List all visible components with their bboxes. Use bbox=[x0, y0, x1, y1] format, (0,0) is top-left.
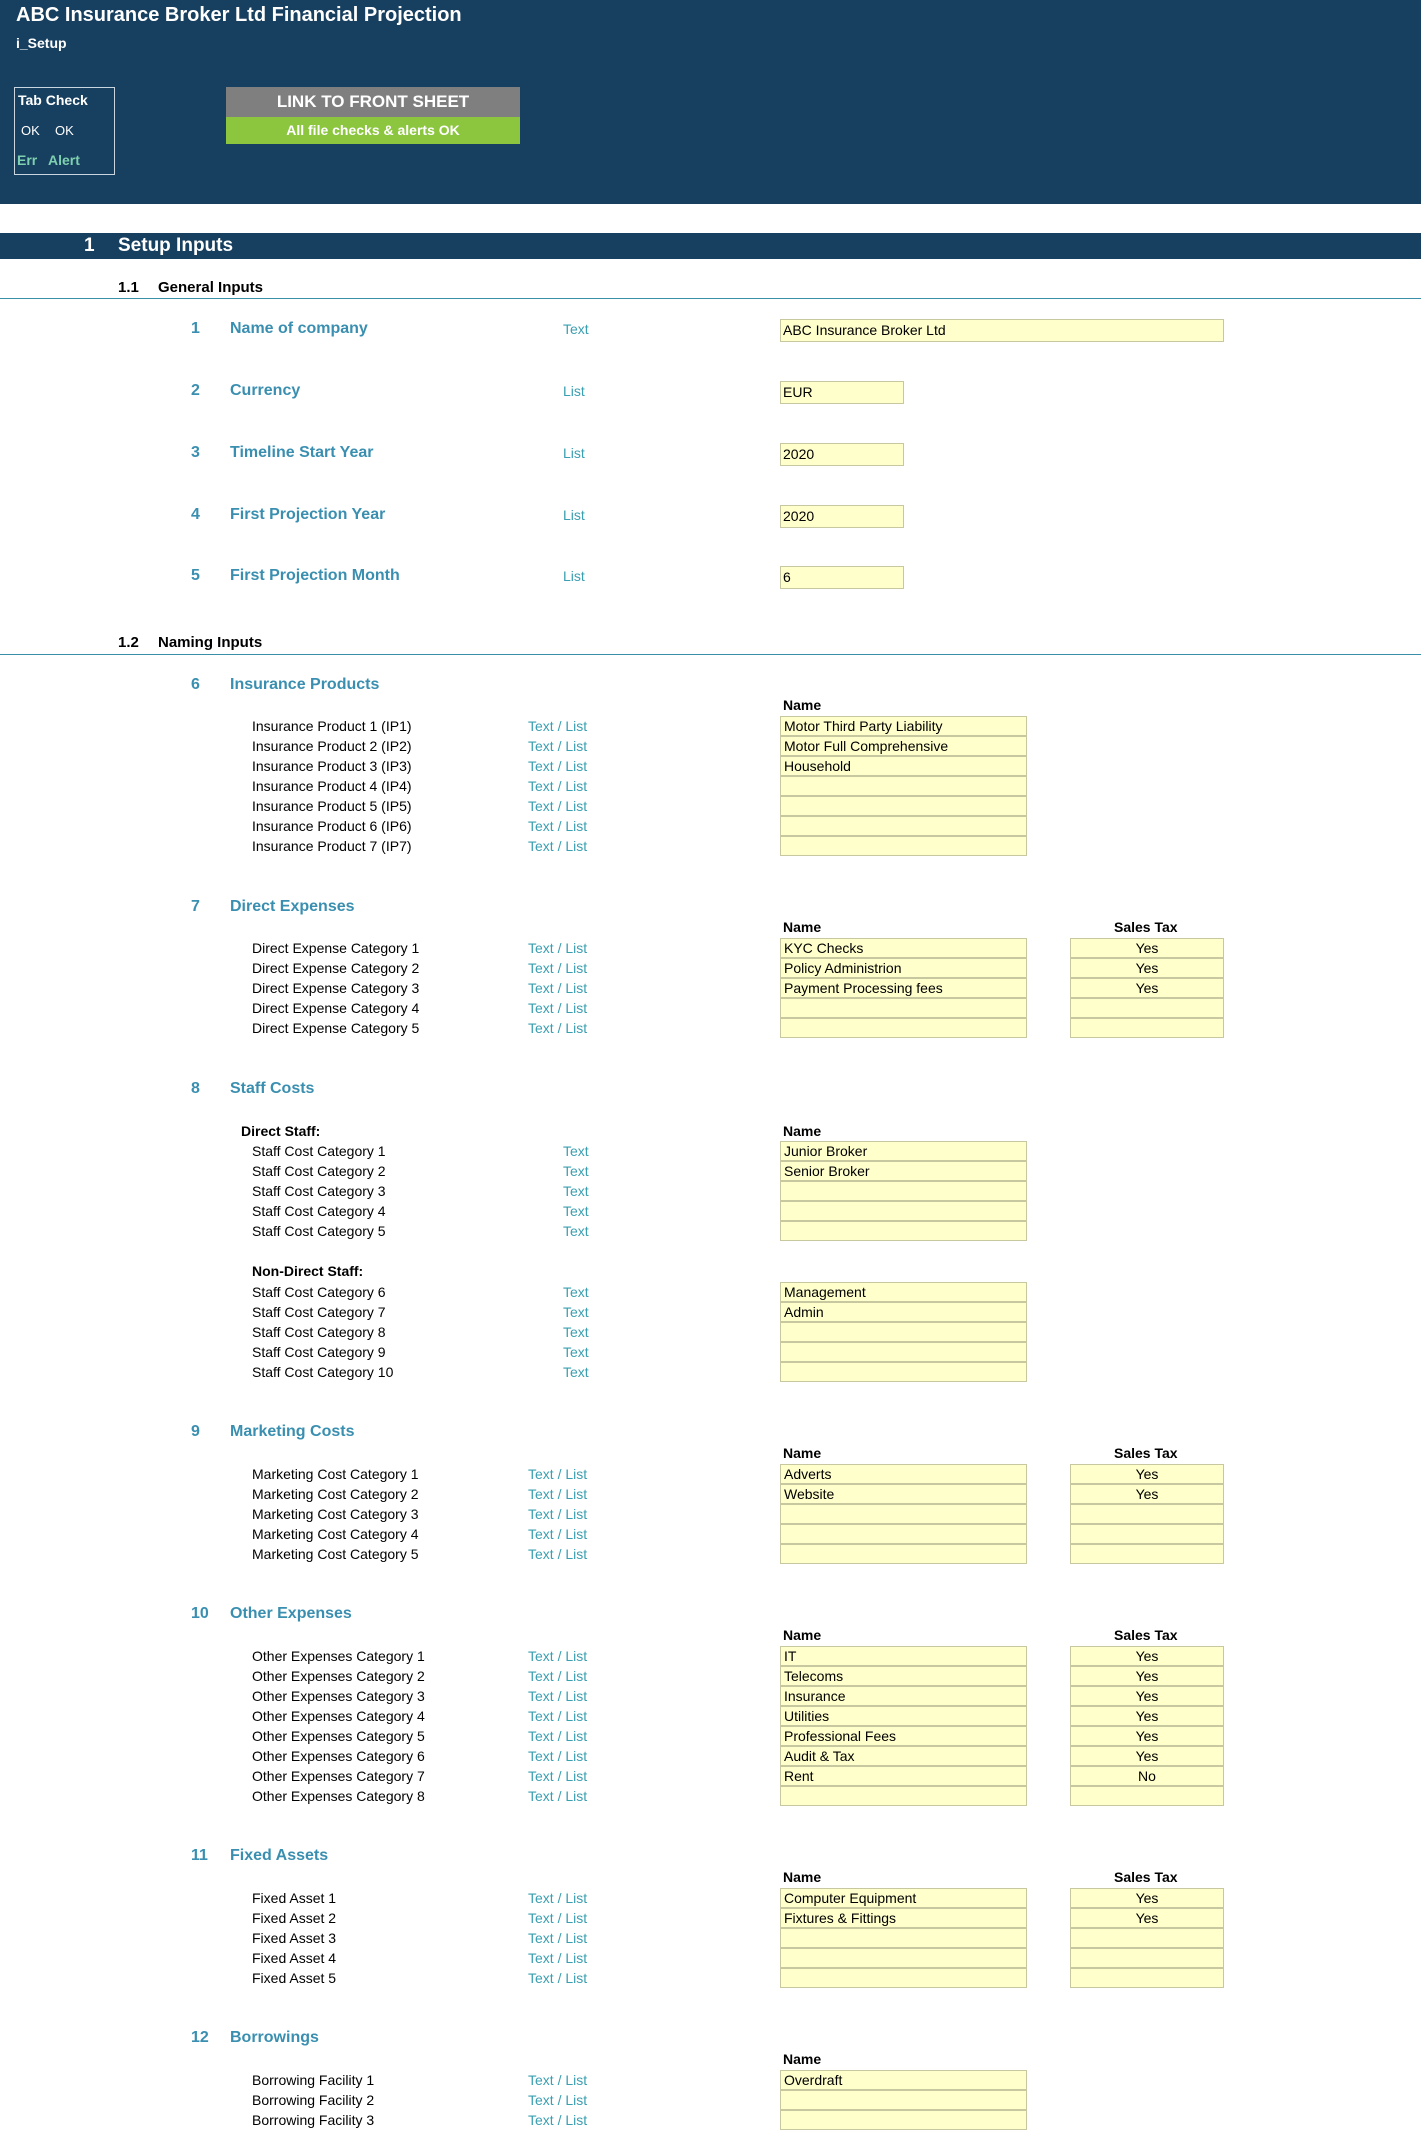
item-number: 2 bbox=[191, 382, 200, 399]
row-input-type: Text / List bbox=[528, 1546, 588, 1562]
name-input-cell[interactable] bbox=[780, 1786, 1027, 1806]
row-label: Direct Expense Category 2 bbox=[252, 960, 420, 976]
sales-tax-input-cell[interactable]: Yes bbox=[1070, 1888, 1224, 1908]
name-input-cell[interactable] bbox=[780, 1221, 1027, 1241]
sales-tax-input-cell[interactable]: Yes bbox=[1070, 1464, 1224, 1484]
name-input-cell[interactable]: Audit & Tax bbox=[780, 1746, 1027, 1766]
row-label: Staff Cost Category 5 bbox=[252, 1223, 386, 1239]
row-input-type: Text / List bbox=[528, 940, 588, 956]
row-input-type: Text / List bbox=[528, 758, 588, 774]
row-label: Marketing Cost Category 1 bbox=[252, 1466, 419, 1482]
name-input-cell[interactable] bbox=[780, 1504, 1027, 1524]
section-title: Setup Inputs bbox=[118, 235, 234, 256]
row-label: Insurance Product 5 (IP5) bbox=[252, 798, 412, 814]
row-input-type: Text bbox=[563, 1364, 589, 1380]
row-input-type: Text / List bbox=[528, 960, 588, 976]
subsection-number: 1.2 bbox=[118, 634, 139, 651]
name-input-cell[interactable] bbox=[780, 2090, 1027, 2110]
section-number: 1 bbox=[84, 235, 95, 256]
row-label: Staff Cost Category 10 bbox=[252, 1364, 394, 1380]
item-number: 1 bbox=[191, 320, 200, 337]
sales-tax-input-cell[interactable] bbox=[1070, 1018, 1224, 1038]
column-header-sales-tax: Sales Tax bbox=[1114, 919, 1178, 935]
item-input-type: List bbox=[563, 568, 585, 584]
name-input-cell[interactable]: Junior Broker bbox=[780, 1141, 1027, 1161]
link-to-front-sheet-button[interactable]: LINK TO FRONT SHEET bbox=[226, 87, 520, 117]
sales-tax-input-cell[interactable] bbox=[1070, 998, 1224, 1018]
row-label: Other Expenses Category 7 bbox=[252, 1768, 425, 1784]
name-input-cell[interactable]: Motor Third Party Liability bbox=[780, 716, 1027, 736]
sales-tax-input-cell[interactable]: Yes bbox=[1070, 1666, 1224, 1686]
row-label: Staff Cost Category 1 bbox=[252, 1143, 386, 1159]
group-marketing-number: 9 bbox=[191, 1423, 200, 1440]
row-label: Other Expenses Category 4 bbox=[252, 1708, 425, 1724]
name-input-cell[interactable] bbox=[780, 836, 1027, 856]
sales-tax-input-cell[interactable]: Yes bbox=[1070, 1746, 1224, 1766]
header-band bbox=[0, 0, 1421, 204]
group-other-number: 10 bbox=[191, 1605, 209, 1622]
row-input-type: Text / List bbox=[528, 1648, 588, 1664]
row-label: Insurance Product 1 (IP1) bbox=[252, 718, 412, 734]
group-staff-title: Staff Costs bbox=[230, 1080, 315, 1097]
item-label: Name of company bbox=[230, 320, 368, 337]
name-input-cell[interactable]: Website bbox=[780, 1484, 1027, 1504]
row-input-type: Text / List bbox=[528, 1000, 588, 1016]
name-input-cell[interactable] bbox=[780, 2110, 1027, 2130]
name-input-cell[interactable]: Overdraft bbox=[780, 2070, 1027, 2090]
group-products-title: Insurance Products bbox=[230, 676, 380, 693]
name-input-cell[interactable]: Management bbox=[780, 1282, 1027, 1302]
row-label: Marketing Cost Category 5 bbox=[252, 1546, 419, 1562]
row-input-type: Text / List bbox=[528, 738, 588, 754]
column-header-name: Name bbox=[783, 1869, 822, 1885]
row-input-type: Text bbox=[563, 1163, 589, 1179]
name-input-cell[interactable]: Policy Administrion bbox=[780, 958, 1027, 978]
row-input-type: Text / List bbox=[528, 1768, 588, 1784]
row-input-type: Text / List bbox=[528, 1466, 588, 1482]
divider bbox=[0, 654, 1421, 655]
row-label: Direct Expense Category 5 bbox=[252, 1020, 420, 1036]
name-input-cell[interactable] bbox=[780, 816, 1027, 836]
name-input-cell[interactable]: Admin bbox=[780, 1302, 1027, 1322]
column-header-sales-tax: Sales Tax bbox=[1114, 1627, 1178, 1643]
row-label: Insurance Product 3 (IP3) bbox=[252, 758, 412, 774]
name-input-cell[interactable] bbox=[780, 1181, 1027, 1201]
row-label: Other Expenses Category 2 bbox=[252, 1668, 425, 1684]
row-label: Staff Cost Category 3 bbox=[252, 1183, 386, 1199]
row-input-type: Text / List bbox=[528, 1526, 588, 1542]
row-input-type: Text / List bbox=[528, 1950, 588, 1966]
sales-tax-input-cell[interactable]: Yes bbox=[1070, 978, 1224, 998]
sales-tax-input-cell[interactable]: No bbox=[1070, 1766, 1224, 1786]
item-input-field[interactable]: 6 bbox=[780, 566, 904, 589]
sales-tax-input-cell[interactable]: Yes bbox=[1070, 958, 1224, 978]
row-input-type: Text bbox=[563, 1344, 589, 1360]
group-marketing-title: Marketing Costs bbox=[230, 1423, 355, 1440]
name-input-cell[interactable]: Senior Broker bbox=[780, 1161, 1027, 1181]
name-input-cell[interactable] bbox=[780, 1524, 1027, 1544]
name-input-cell[interactable]: Payment Processing fees bbox=[780, 978, 1027, 998]
item-input-field[interactable]: ABC Insurance Broker Ltd bbox=[780, 319, 1224, 342]
row-label: Marketing Cost Category 2 bbox=[252, 1486, 419, 1502]
tab-check-title: Tab Check bbox=[18, 92, 88, 108]
name-input-cell[interactable] bbox=[780, 1322, 1027, 1342]
row-input-type: Text / List bbox=[528, 718, 588, 734]
item-number: 4 bbox=[191, 506, 200, 523]
row-input-type: Text / List bbox=[528, 1970, 588, 1986]
row-input-type: Text / List bbox=[528, 980, 588, 996]
row-label: Staff Cost Category 6 bbox=[252, 1284, 386, 1300]
row-input-type: Text / List bbox=[528, 1020, 588, 1036]
item-input-field[interactable]: EUR bbox=[780, 381, 904, 404]
item-input-type: Text bbox=[563, 321, 589, 337]
name-input-cell[interactable] bbox=[780, 1201, 1027, 1221]
row-label: Borrowing Facility 3 bbox=[252, 2112, 375, 2128]
sales-tax-input-cell[interactable] bbox=[1070, 1524, 1224, 1544]
row-input-type: Text / List bbox=[528, 798, 588, 814]
row-label: Fixed Asset 5 bbox=[252, 1970, 337, 1986]
item-label: Currency bbox=[230, 382, 301, 399]
row-label: Staff Cost Category 8 bbox=[252, 1324, 386, 1340]
row-label: Staff Cost Category 4 bbox=[252, 1203, 386, 1219]
row-label: Direct Expense Category 4 bbox=[252, 1000, 420, 1016]
name-input-cell[interactable] bbox=[780, 776, 1027, 796]
item-number: 5 bbox=[191, 567, 200, 584]
column-header-sales-tax: Sales Tax bbox=[1114, 1869, 1178, 1885]
name-input-cell[interactable] bbox=[780, 1544, 1027, 1564]
group-borrowings-title: Borrowings bbox=[230, 2029, 319, 2046]
column-header-name: Name bbox=[783, 1123, 822, 1139]
item-label: First Projection Year bbox=[230, 506, 386, 523]
name-input-cell[interactable]: Professional Fees bbox=[780, 1726, 1027, 1746]
row-input-type: Text bbox=[563, 1143, 589, 1159]
row-label: Fixed Asset 2 bbox=[252, 1910, 337, 1926]
row-input-type: Text / List bbox=[528, 1728, 588, 1744]
row-label: Fixed Asset 4 bbox=[252, 1950, 337, 1966]
row-label: Staff Cost Category 2 bbox=[252, 1163, 386, 1179]
sales-tax-input-cell[interactable]: Yes bbox=[1070, 1686, 1224, 1706]
group-fixed-number: 11 bbox=[191, 1847, 208, 1864]
row-label: Staff Cost Category 7 bbox=[252, 1304, 386, 1320]
sales-tax-input-cell[interactable] bbox=[1070, 1948, 1224, 1968]
sales-tax-input-cell[interactable]: Yes bbox=[1070, 1484, 1224, 1504]
item-number: 3 bbox=[191, 444, 200, 461]
item-label: First Projection Month bbox=[230, 567, 400, 584]
tab-check-err: Err bbox=[17, 152, 38, 168]
name-input-cell[interactable]: Household bbox=[780, 756, 1027, 776]
row-label: Marketing Cost Category 4 bbox=[252, 1526, 419, 1542]
column-header-name: Name bbox=[783, 2051, 822, 2067]
row-input-type: Text / List bbox=[528, 1748, 588, 1764]
name-input-cell[interactable] bbox=[780, 796, 1027, 816]
item-input-type: List bbox=[563, 445, 585, 461]
row-label: Direct Expense Category 3 bbox=[252, 980, 420, 996]
group-products-number: 6 bbox=[191, 676, 200, 693]
name-input-cell[interactable]: Computer Equipment bbox=[780, 1888, 1027, 1908]
subsection-title: General Inputs bbox=[158, 279, 264, 296]
sheet-name: i_Setup bbox=[16, 35, 67, 51]
row-input-type: Text bbox=[563, 1324, 589, 1340]
tab-check-ok-1: OK bbox=[21, 123, 40, 138]
row-label: Other Expenses Category 6 bbox=[252, 1748, 425, 1764]
divider bbox=[0, 298, 1421, 299]
row-input-type: Text bbox=[563, 1183, 589, 1199]
section-setup-inputs bbox=[0, 233, 1421, 259]
name-input-cell[interactable]: Rent bbox=[780, 1766, 1027, 1786]
row-label: Insurance Product 4 (IP4) bbox=[252, 778, 412, 794]
column-header-name: Name bbox=[783, 697, 822, 713]
row-input-type: Text / List bbox=[528, 2092, 588, 2108]
group-direct-title: Direct Expenses bbox=[230, 898, 355, 915]
name-input-cell[interactable]: Insurance bbox=[780, 1686, 1027, 1706]
row-label: Fixed Asset 1 bbox=[252, 1890, 337, 1906]
item-input-type: List bbox=[563, 383, 585, 399]
row-input-type: Text / List bbox=[528, 1910, 588, 1926]
group-fixed-title: Fixed Assets bbox=[230, 1847, 329, 1864]
row-label: Other Expenses Category 1 bbox=[252, 1648, 425, 1664]
row-input-type: Text / List bbox=[528, 778, 588, 794]
row-label: Borrowing Facility 1 bbox=[252, 2072, 375, 2088]
sales-tax-input-cell[interactable]: Yes bbox=[1070, 938, 1224, 958]
file-check-status: All file checks & alerts OK bbox=[226, 117, 520, 144]
name-input-cell[interactable] bbox=[780, 1362, 1027, 1382]
column-header-sales-tax: Sales Tax bbox=[1114, 1445, 1178, 1461]
column-header-name: Name bbox=[783, 919, 822, 935]
row-input-type: Text / List bbox=[528, 1688, 588, 1704]
row-label: Other Expenses Category 3 bbox=[252, 1688, 425, 1704]
sales-tax-input-cell[interactable]: Yes bbox=[1070, 1646, 1224, 1666]
group-staff-number: 8 bbox=[191, 1080, 200, 1097]
page-title: ABC Insurance Broker Ltd Financial Projection bbox=[16, 4, 462, 26]
row-input-type: Text / List bbox=[528, 2112, 588, 2128]
row-label: Staff Cost Category 9 bbox=[252, 1344, 386, 1360]
name-input-cell[interactable] bbox=[780, 998, 1027, 1018]
sales-tax-input-cell[interactable] bbox=[1070, 1928, 1224, 1948]
row-input-type: Text bbox=[563, 1284, 589, 1300]
row-input-type: Text / List bbox=[528, 2072, 588, 2088]
group-other-title: Other Expenses bbox=[230, 1605, 352, 1622]
row-input-type: Text / List bbox=[528, 1486, 588, 1502]
row-input-type: Text / List bbox=[528, 1788, 588, 1804]
subsection-title: Naming Inputs bbox=[158, 634, 263, 651]
tab-check-ok-2: OK bbox=[55, 123, 74, 138]
name-input-cell[interactable]: KYC Checks bbox=[780, 938, 1027, 958]
sales-tax-input-cell[interactable]: Yes bbox=[1070, 1726, 1224, 1746]
sales-tax-input-cell[interactable] bbox=[1070, 1544, 1224, 1564]
name-input-cell[interactable]: IT bbox=[780, 1646, 1027, 1666]
sales-tax-input-cell[interactable]: Yes bbox=[1070, 1706, 1224, 1726]
row-input-type: Text / List bbox=[528, 838, 588, 854]
row-label: Other Expenses Category 5 bbox=[252, 1728, 425, 1744]
row-label: Other Expenses Category 8 bbox=[252, 1788, 425, 1804]
row-input-type: Text / List bbox=[528, 818, 588, 834]
name-input-cell[interactable]: Adverts bbox=[780, 1464, 1027, 1484]
row-label: Insurance Product 7 (IP7) bbox=[252, 838, 412, 854]
name-input-cell[interactable] bbox=[780, 1948, 1027, 1968]
name-input-cell[interactable]: Fixtures & Fittings bbox=[780, 1908, 1027, 1928]
non-direct-staff-label: Non-Direct Staff: bbox=[252, 1263, 364, 1279]
row-label: Marketing Cost Category 3 bbox=[252, 1506, 419, 1522]
name-input-cell[interactable]: Motor Full Comprehensive bbox=[780, 736, 1027, 756]
name-input-cell[interactable]: Utilities bbox=[780, 1706, 1027, 1726]
item-input-type: List bbox=[563, 507, 585, 523]
item-input-field[interactable]: 2020 bbox=[780, 505, 904, 528]
row-input-type: Text / List bbox=[528, 1668, 588, 1684]
sales-tax-input-cell[interactable] bbox=[1070, 1504, 1224, 1524]
direct-staff-label: Direct Staff: bbox=[241, 1123, 321, 1139]
row-label: Borrowing Facility 2 bbox=[252, 2092, 375, 2108]
sales-tax-input-cell[interactable] bbox=[1070, 1786, 1224, 1806]
name-input-cell[interactable]: Telecoms bbox=[780, 1666, 1027, 1686]
name-input-cell[interactable] bbox=[780, 1018, 1027, 1038]
row-input-type: Text bbox=[563, 1304, 589, 1320]
tab-check-box bbox=[14, 87, 115, 175]
row-label: Fixed Asset 3 bbox=[252, 1930, 337, 1946]
name-input-cell[interactable] bbox=[780, 1928, 1027, 1948]
row-input-type: Text bbox=[563, 1223, 589, 1239]
item-input-field[interactable]: 2020 bbox=[780, 443, 904, 466]
name-input-cell[interactable] bbox=[780, 1968, 1027, 1988]
row-input-type: Text / List bbox=[528, 1890, 588, 1906]
sales-tax-input-cell[interactable]: Yes bbox=[1070, 1908, 1224, 1928]
row-input-type: Text / List bbox=[528, 1506, 588, 1522]
sales-tax-input-cell[interactable] bbox=[1070, 1968, 1224, 1988]
column-header-name: Name bbox=[783, 1445, 822, 1461]
row-input-type: Text / List bbox=[528, 1930, 588, 1946]
column-header-name: Name bbox=[783, 1627, 822, 1643]
row-label: Insurance Product 6 (IP6) bbox=[252, 818, 412, 834]
row-input-type: Text bbox=[563, 1203, 589, 1219]
tab-check-alert: Alert bbox=[48, 152, 80, 168]
row-label: Direct Expense Category 1 bbox=[252, 940, 420, 956]
row-input-type: Text / List bbox=[528, 1708, 588, 1724]
item-label: Timeline Start Year bbox=[230, 444, 374, 461]
name-input-cell[interactable] bbox=[780, 1342, 1027, 1362]
row-label: Insurance Product 2 (IP2) bbox=[252, 738, 412, 754]
group-borrowings-number: 12 bbox=[191, 2029, 209, 2046]
group-direct-number: 7 bbox=[191, 898, 200, 915]
subsection-number: 1.1 bbox=[118, 279, 139, 296]
